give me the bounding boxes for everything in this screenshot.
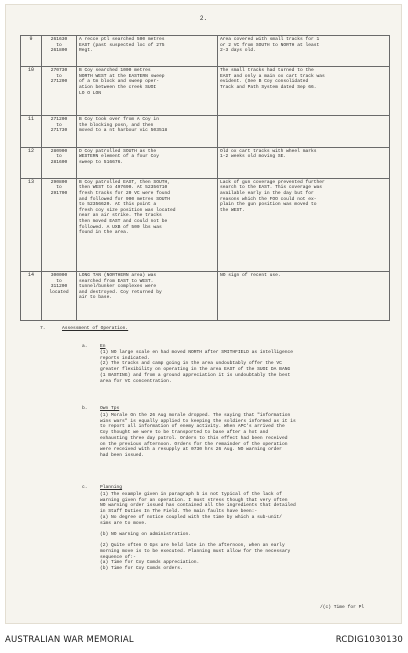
table-row [21,178,390,271]
grid-ref-cell: 271200 to 271730 [42,116,77,147]
own-tps-letter: b. [82,406,88,411]
activity-table-body [21,36,390,321]
own-tps-text: (1) Morale On the 26 Aug morale dropped. The saying that "information wins wars" is equally applied to keeping the soldiers informed as it is to report all information of enemy activity. When APC's arrived the Coy thought we were to be transported to base after a hot and exhausting three day patrol. Orders to this effect had been received on the previous afternoon. Orders for the remainder of the operation were received with a resupply at 0730 hrs 26 Aug. NO warning order had been issued. [100,413,296,458]
assessment-number: 7. [40,326,46,331]
activity-cell: LONG TAN (NORTHERN area) was searched from EAST to WEST. tunnel/bunker complexes were and destroyed. Coy returned by air to base. [77,272,218,321]
remarks-cell: NO sign of recent use. [218,272,390,321]
serial-cell: 9 [21,36,42,67]
remarks-cell: Area covered with small tracks for 1 or 2 VC from SOUTH to NORTH at least 2-3 days old. [218,36,390,67]
footer-institution: AUSTRALIAN WAR MEMORIAL [5,635,134,645]
table-row [21,36,390,67]
activity-table [20,35,390,321]
grid-ref-cell: 300000 to 311200 located [42,272,77,321]
assessment-heading: Assessment of Operation. [62,326,129,331]
footer-record-id: RCDIG1030130 [335,635,403,645]
activity-cell: B Coy took over from A Coy in the blocking posn, and then moved to a nt harbour vic 503518 [77,116,218,147]
table-row [21,67,390,116]
serial-cell: 13 [21,178,42,271]
planning-letter: c. [82,485,88,490]
remarks-cell: The small tracks had turned to the EAST and only a main ox cart track was evident. (See B Coy consolidated Track and Path System dated Sep 66. [218,67,390,116]
grid-ref-cell: 290800 to 291700 [42,178,77,271]
en-letter: a. [82,344,88,349]
planning-heading: Planning [100,485,123,490]
activity-cell: B Coy patrolled EAST, then SOUTH, then WEST to 497690. At 52356710 fresh tracks for 20 VC were found and followed for 900 metres SOUTH to 52356620. At this point a fresh coy size position was located near an air strike. The tracks then moved EAST and could not be followed. A UXB of 500 lbs was found in the area. [77,178,218,271]
planning-text: (1) The example given in paragraph b is not typical of the lack of warning given for an operation. I must stress though that very often NO warning order issued has contained all the ingredients that detailed in Staff Duties In The Field. The main faults have been:- (a) No degree of notice coupled with the time by which a sub-unit/ sims are to move. (b) NO warning on administration. (2) Quite often O Gps are held late in the afternoon, when an early morning move is to be executed. Planning must allow for the necessary sequence of:- (a) Time for Coy Comds appreciation. (b) Time for Coy Comds orders. [100,492,296,572]
serial-cell: 12 [21,147,42,178]
table-row [21,272,390,321]
serial-cell: 10 [21,67,42,116]
grid-ref-cell: 280900 to 281600 [42,147,77,178]
activity-cell: A recce ptl searched 500 metres EAST (past suspected loc of 275 Regt. [77,36,218,67]
table-row [21,116,390,147]
table-row [21,147,390,178]
remarks-cell: Old ox cart tracks with wheel marks 1-2 weeks old moving SE. [218,147,390,178]
activity-cell: D Coy patrolled SOUTH as the WESTERN element of a four Coy sweep to 516676. [77,147,218,178]
remarks-cell [218,116,390,147]
en-heading: En [100,344,106,349]
grid-ref-cell: 270730 to 271200 [42,67,77,116]
document-page [6,5,401,623]
serial-cell: 11 [21,116,42,147]
continuation-note: /(c) Time for Pl [320,605,365,610]
activity-cell: B Coy searched 1000 metres NORTH WEST at the EASTERN sweep of a tm block and sweep oper- ation between the creek SUOI LO O LON [77,67,218,116]
remarks-cell: Lack of gun coverage prevented further search to the EAST. This coverage was available early in the day but for reasons which the FOO could not ex- plain the gun position was moved to the WEST. [218,178,390,271]
archive-footer [0,630,408,650]
page-number: 2. [199,15,208,22]
own-tps-heading: Own Tps [100,406,120,411]
en-text: (1) NO large scale en had moved NORTH after SMITHFIELD as intelligence reports indicated. (2) The tracks and camp going in the area undoubtably offer the VC greater flexibility on operating in the area EAST of the SUOI DA BANG (1 BASTING) and from a ground appreciation it is undoubtably the best area for VC concentration. [100,350,293,384]
serial-cell: 14 [21,272,42,321]
grid-ref-cell: 261630 to 261800 [42,36,77,67]
